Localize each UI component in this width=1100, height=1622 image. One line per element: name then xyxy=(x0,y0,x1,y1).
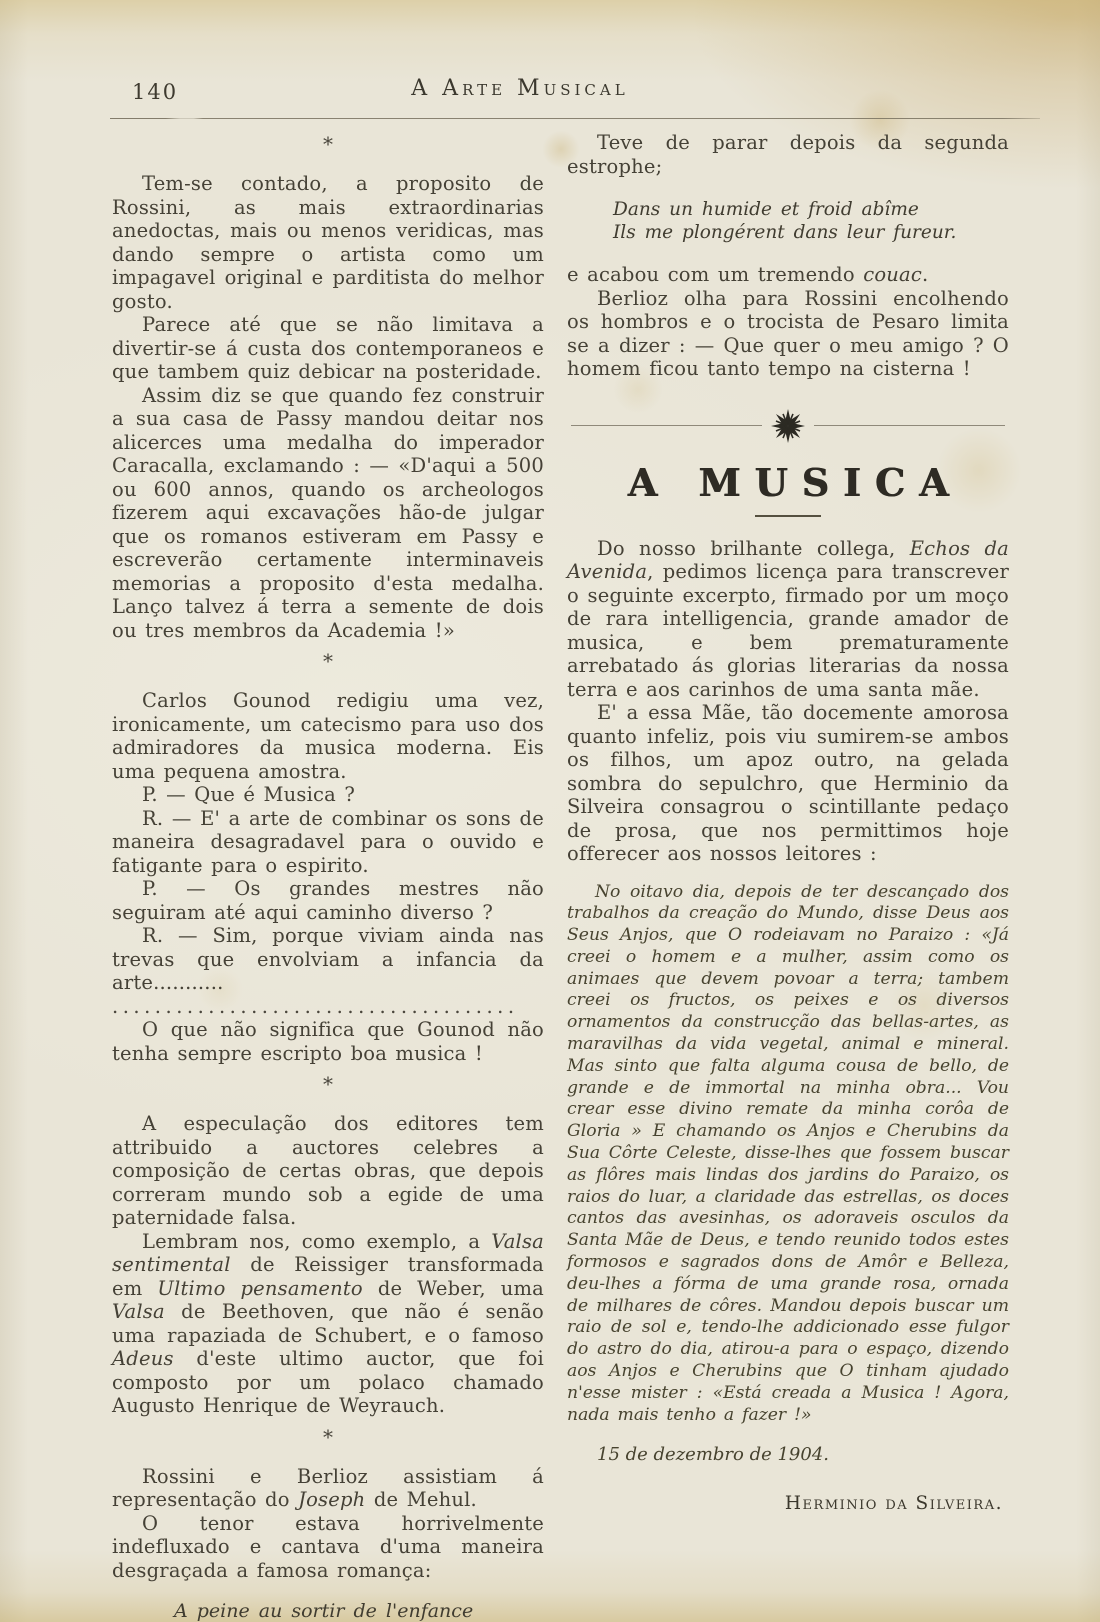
paragraph-joseph-mehul xyxy=(112,1465,544,1512)
work-title: Ultimo pensamento xyxy=(157,1276,363,1300)
asterisk-separator: * xyxy=(323,1424,333,1449)
section-title-rule xyxy=(755,515,821,517)
work-title: Valsa xyxy=(112,1300,165,1323)
paragraph-berlioz-rossini: Berlioz olha para Rossini encolhendo os hombros e o trocista de Pesaro limita se a dizer : — Que quer o meu amigo ? O homem ficou tanto tempo na cisterna ! xyxy=(567,286,1009,380)
text-segment: de Beethoven, que não é senão uma rapaziada de Schubert, e o famoso xyxy=(112,1300,544,1347)
catechism-question-2: P. — Os grandes mestres não seguiram até aqui caminho diverso ? xyxy=(112,877,544,924)
work-title: Valsa sentimental xyxy=(112,1229,544,1276)
work-title: Joseph xyxy=(298,1488,366,1511)
paragraph-echos-da-avenida xyxy=(567,537,1009,702)
starburst-icon xyxy=(770,408,806,444)
header-rule xyxy=(110,118,1040,119)
text-segment: e acabou com um tremendo xyxy=(567,263,864,286)
paragraph-dedication: E' a essa Mãe, tão docemente amorosa quanto infeliz, pois viu sumirem-se ambos os filhos, um apoz outro, na gelada sombra do sepulchro, que Herminio da Silveira consagrou o scintillante pedaço de prosa, que nos permittimos hoje offerecer aos nossos leitores : xyxy=(567,701,1009,865)
paragraph-gounod-good-music: O que não significa que Gounod não tenha sempre escripto boa musica ! xyxy=(112,1018,544,1065)
journal-title: A Arte Musical xyxy=(411,76,629,101)
paragraph-posterity: Parece até que se não limitava a divertir-se á custa dos contemporaneos e que tambem quiz debicar na posteridade. xyxy=(112,313,544,383)
paragraph-gounod-catechism: Carlos Gounod redigiu uma vez, ironicamente, um catecismo para uso dos admiradores da musica moderna. Eis uma pequena amostra. xyxy=(112,689,544,783)
divider-line xyxy=(814,425,1005,426)
paragraph-tenor: O tenor estava horrivelmente indefluxado e cantava d'uma maneira desgraçada a famosa romança: xyxy=(112,1511,544,1582)
paragraph-rossini-anecdotes: Tem-se contado, a proposito de Rossini, as mais extraordinarias anedoctas, mais ou menos veridicas, mas dando sempre o artista como um impagavel original e parditista do melhor gosto. xyxy=(112,172,544,313)
text-segment: de Reissiger transformada em xyxy=(112,1253,544,1300)
text-segment: d'este ultimo auctor, que foi composto por um polaco chamado Augusto Henrique de Weyrauch. xyxy=(112,1347,544,1417)
verse-line: Ils me plongérent dans leur fureur. xyxy=(613,222,957,243)
text-segment: Lembram nos, como exemplo, a xyxy=(142,1229,492,1253)
divider-line xyxy=(571,425,762,426)
catechism-answer-2: R. — Sim, porque viviam ainda nas trevas que envolviam a infancia da arte........... xyxy=(112,924,544,994)
excerpt-date: 15 de dezembro de 1904. xyxy=(597,1444,830,1466)
publication-title: Echos da Avenida xyxy=(567,536,1010,583)
text-segment: de Mehul. xyxy=(365,1488,477,1511)
text-segment: de Weber, uma xyxy=(362,1276,544,1300)
text-segment: . xyxy=(921,263,929,286)
work-title: Adeus xyxy=(112,1347,174,1370)
columns xyxy=(0,131,1100,1622)
romance-verse: A peine au sortir de l'enfance xyxy=(174,1600,474,1622)
asterisk-separator: * xyxy=(323,1072,333,1096)
page-number: 140 xyxy=(132,80,179,104)
text-segment: , pedimos licença para transcrever o seguinte excerpto, firmado por um moço de rara intelligencia, grande amador de musica, e bem prematuramente arrebatado ás glorias literarias da nossa terra e aos carinhos de uma santa mãe. xyxy=(567,560,1009,701)
catechism-question-1: P. — Que é Musica ? xyxy=(142,783,356,806)
asterisk-separator: * xyxy=(323,649,333,673)
text-segment: Rossini e Berlioz assistiam á representação do xyxy=(112,1464,544,1511)
paragraph-passy-medal: Assim diz se que quando fez construir a sua casa de Passy mandou deitar nos alicerces uma medalha do imperador Caracalla, exclamando : — «D'aqui a 500 ou 600 annos, quando os archeologos fizerem aqui excavações hão-de julgar que os romanos estiveram em Passy e escreverão certamente interminaveis memorias a proposito d'esta medalha. Lanço talvez á terra a semente de dois ou tres membros da Academia !» xyxy=(112,383,544,642)
paragraph-waltz-examples xyxy=(112,1230,544,1418)
onomatopoeia: couac xyxy=(863,263,922,286)
section-divider xyxy=(571,408,1005,444)
section-title: A MUSICA xyxy=(627,459,963,505)
ellipsis-row: ...................................... xyxy=(112,994,519,1018)
paragraph-false-paternity: A especulação dos editores tem attribuido a auctores celebres a composição de certas obras, que depois correram mundo sob a egide de uma paternidade falsa. xyxy=(112,1112,544,1229)
catechism-answer-1: R. — E' a arte de combinar os sons de maneira desagradavel para o ouvido e fatigante para o espirito. xyxy=(112,806,544,877)
paragraph-second-strophe: Teve de parar depois da segunda estrophe; xyxy=(567,131,1009,178)
prose-excerpt: No oitavo dia, depois de ter descançado dos trabalhos da creação do Mundo, disse Deus aos Seus Anjos, que O rodeiavam no Paraizo : «Já creei o homem e a mulher, assim como os animaes que devem povoar a terra; tambem creei os fructos, os peixes e os diversos ornamentos da construcção das bellas-artes, as maravilhas da vida vegetal, animal e mineral. Mas sinto que falta alguma cousa de bello, de grande e de immortal na minha obra... Vou crear esse divino remate da minha corôa de Gloria » E chamando os Anjos e Cherubins da Sua Côrte Celeste, disse-lhes que fossem buscar as flôres mais lindas dos jardins do Paraizo, os raios do luar, a claridade das estrellas, os doces cantos das avesinhas, os adoraveis osculos da Santa Mãe de Deus, e tendo reunido todos estes formosos e sagrados dons de Amôr e Belleza, deu-lhes a fórma de uma grande rosa, ornada de milhares de côres. Mandou depois buscar um raio de sol e, tendo-lhe addicionado esse fulgor do astro do dia, atirou-a para o espaço, dizendo aos Anjos e Cherubins que O tinham ajudado n'esse mister : «Está creada a Musica ! Agora, nada mais tenho a fazer !» xyxy=(567,881,1009,1425)
asterisk-separator: * xyxy=(323,132,333,156)
paragraph-couac xyxy=(567,263,1009,287)
verse-line: Dans un humide et froid abîme xyxy=(613,199,919,220)
page-header xyxy=(0,0,1100,118)
french-verse xyxy=(613,198,1009,244)
text-segment: Do nosso brilhante collega, xyxy=(597,536,910,560)
author-signature: Herminio da Silveira. xyxy=(784,1493,1003,1515)
right-column xyxy=(567,131,1009,1622)
left-column xyxy=(112,131,544,1622)
